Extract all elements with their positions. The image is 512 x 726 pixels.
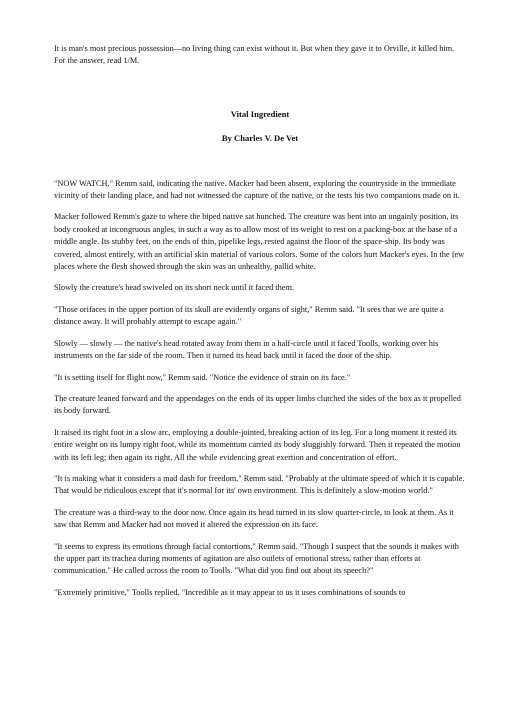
paragraph: The creature leaned forward and the appendages on the ends of its upper limbs clutched the sides of the box as it propelled its body forward. xyxy=(54,393,461,416)
paragraph: Slowly — slowly — the native's head rotated away from them in a half-circle until it faced Toolls, working over his instruments on the far side of the room. Then it turned its head back until it faced the door of the ship. xyxy=(54,338,439,361)
paragraph: "It is making what it considers a mad dash for freedom," Remm said. "Probably at the ultimate speed of which it is capable. That would be ridiculous except that it's normal for its' own environment. This is definitely a slow-motion world." xyxy=(54,473,465,496)
paragraph: "Those orifaces in the upper portion of its skull are evidently organs of sight," Remm said. "It sees that we are quite a distance away. It will probably attempt to escape again." xyxy=(54,304,444,327)
paragraph: "It is setting itself for flight now," Remm said. "Notice the evidence of strain on its face." xyxy=(54,372,351,382)
paragraph: The creature was a third-way to the door now. Once again its head turned in its slow quarter-circle, to look at them. As it saw that Remm and Macker had not moved it altered the expression on its face. xyxy=(54,507,454,530)
paragraph: It raised its right foot in a slow arc, employing a double-jointed, breaking action of its leg. For a long moment it rested its entire weight on its lumpy right foot, while its momentum carried its body sluggishly forward. Then it repeated the motion with its left leg; then again its right. All the while evidencing great exertion and concentration of effort. xyxy=(54,427,461,462)
paragraph: "Extremely primitive," Toolls replied. "Incredible as it may appear to us it uses combinations of sounds to xyxy=(54,587,406,597)
byline: By Charles V. De Vet xyxy=(221,133,299,144)
paragraph: "It seems to express its emotions through facial contortions," Remm said. "Though I suspect that the sounds it makes with the upper part its trachea during moments of agitation are also outlets of emotional stress, rather than efforts at communication." He called across the room to Toolls. "What did you find out about its speech?" xyxy=(54,541,459,576)
intro-blurb: It is man's most precious possession—no living thing can exist without it. But when they gave it to Orville, it killed him. For the answer, read 1/M. xyxy=(54,44,455,66)
document-page xyxy=(54,43,466,608)
paragraph: Slowly the creature's head swiveled on its short neck until it faced them. xyxy=(54,283,294,293)
story-title: Vital Ingredient xyxy=(230,108,290,119)
paragraph: "NOW WATCH," Remm said, indicating the native. Macker had been absent, exploring the countryside in the immediate vicinity of their landing place, and had not witnessed the capture of the native, or the tests his two companions made on it. xyxy=(54,178,460,201)
paragraph: Macker followed Remm's gaze to where the biped native sat hunched. The creature was bent into an ungainly position, its body crooked at incongruous angles, in such a way as to allow most of its weight to rest on a packing-box at the base of a middle angle. Its stubby feet, on the ends of thin, pipelike legs, rested against the floor of the space-ship. Its body was covered, almost entirely, with an artificial skin material of various colors. Some of the colors hurt Macker's eyes. In the few places where the flesh showed through the skin was an unhealthy, pallid white. xyxy=(54,212,465,272)
